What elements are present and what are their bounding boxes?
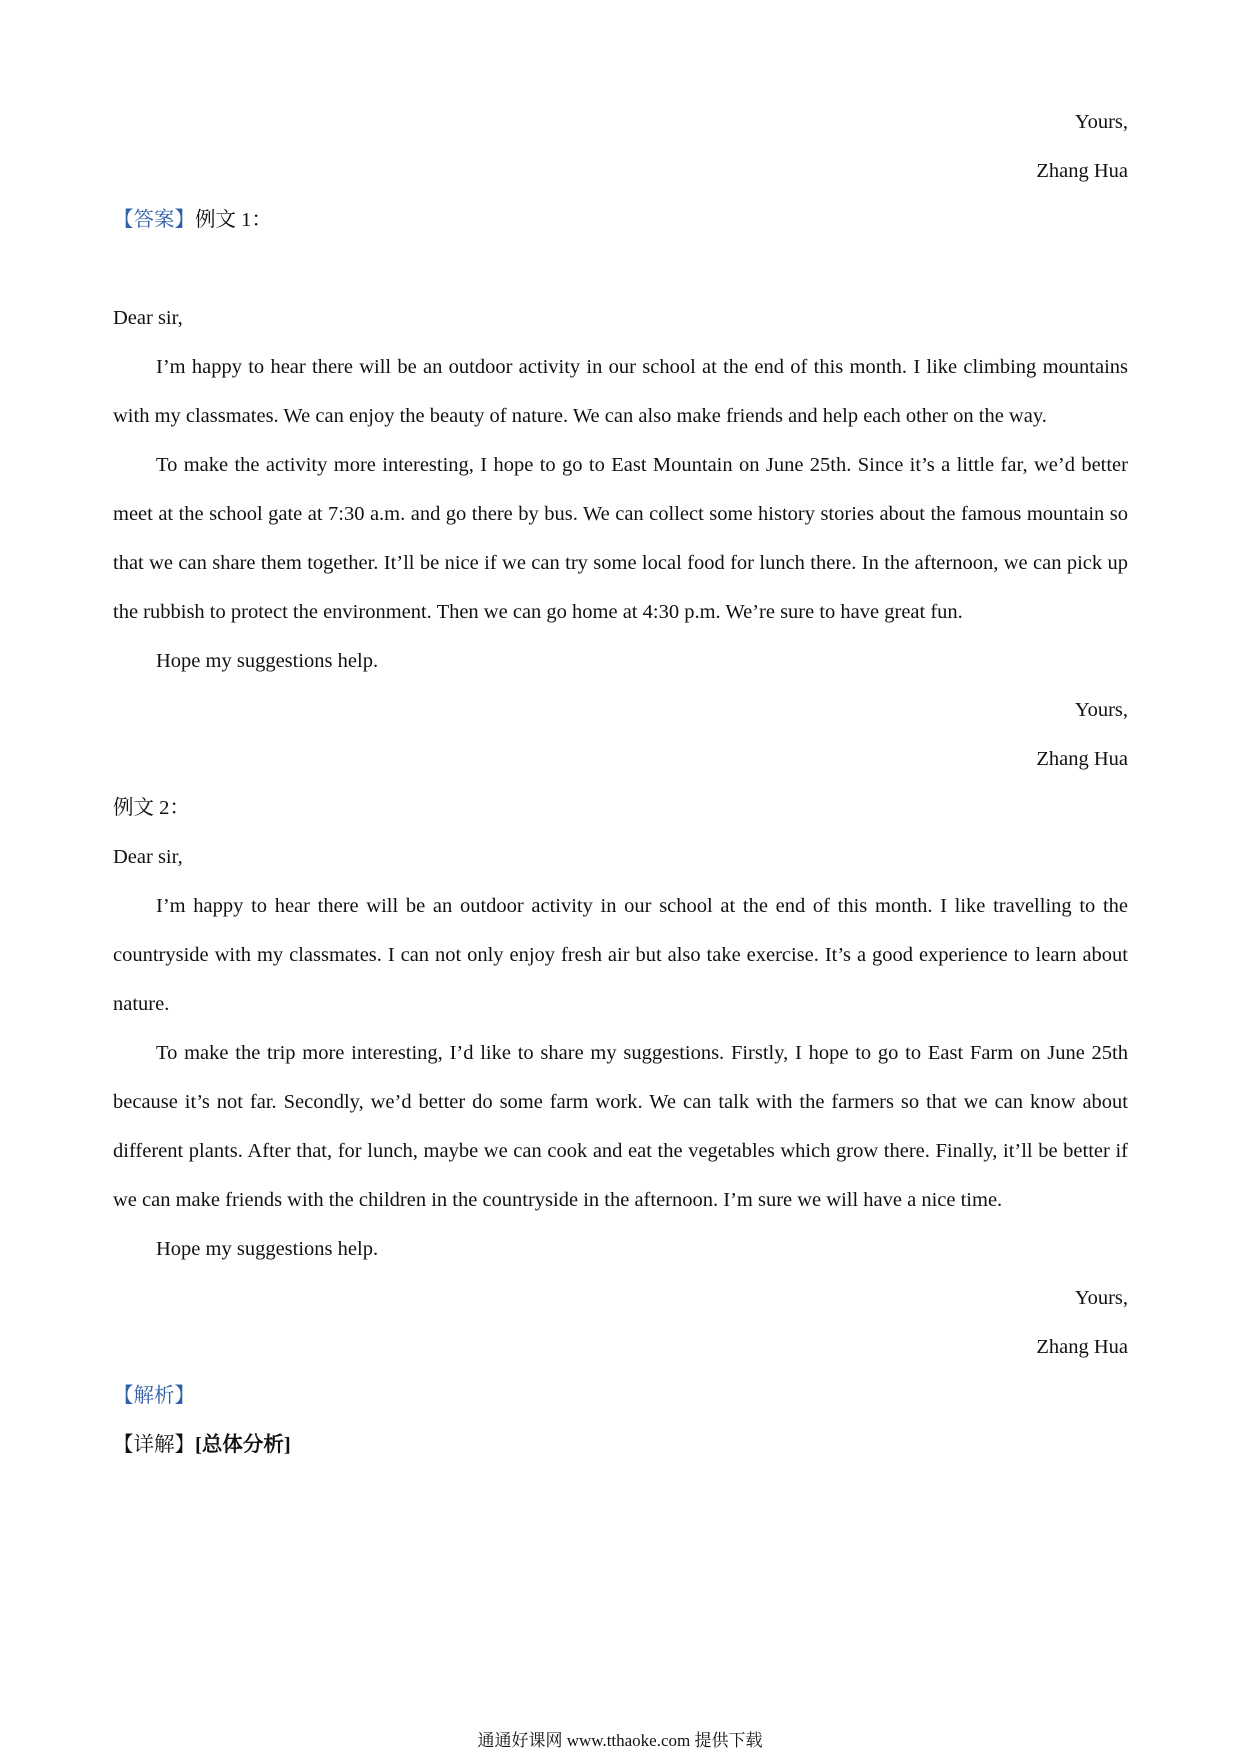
essay2-paragraph-2: To make the trip more interesting, I’d like to share my suggestions. Firstly, I hope to go to East Farm on June 25th because it’s not far. Secondly, we’d better do some farm work. We can talk with the farmers so that we can know about different plants. After that, for lunch, maybe we can cook and eat the vegetables which grow there. Finally, it’ll be better if we can make friends with the children in the countryside in the afternoon. I’m sure we will have a nice time.	[113, 1042, 1128, 1211]
spacer	[113, 245, 1128, 294]
top-closing: Yours,	[1074, 111, 1128, 133]
essay2-closing-line: Hope my suggestions help.	[156, 1238, 379, 1260]
essay1-closing: Yours,	[1074, 699, 1128, 721]
answer-header	[113, 196, 1128, 245]
page-footer: 通通好课网 www.tthaoke.com 提供下载	[477, 1731, 763, 1750]
top-signature: Zhang Hua	[1036, 160, 1128, 182]
overall-analysis-label: [总体分析]	[195, 1434, 291, 1456]
example-1-label: 例文 1：	[195, 209, 272, 231]
example-2-label: 例文 2：	[113, 797, 190, 819]
essay1-closing-line: Hope my suggestions help.	[156, 650, 379, 672]
answer-tag: 【答案】	[113, 209, 195, 231]
essay2-closing: Yours,	[1074, 1287, 1128, 1309]
detail-header	[113, 1421, 1128, 1470]
essay1-paragraph-2: To make the activity more interesting, I hope to go to East Mountain on June 25th. Since it’s a little far, we’d better meet at the school gate at 7:30 a.m. and go there by bus. We can collect some history stories about the famous mountain so that we can share them together. It’ll be nice if we can try some local food for lunch there. In the afternoon, we can pick up the rubbish to protect the environment. Then we can go home at 4:30 p.m. We’re sure to have great fun.	[113, 454, 1128, 623]
essay1-greeting: Dear sir,	[113, 307, 183, 329]
essay2-greeting: Dear sir,	[113, 846, 183, 868]
analysis-tag: 【解析】	[113, 1385, 195, 1407]
essay1-paragraph-1: I’m happy to hear there will be an outdoor activity in our school at the end of this month. I like climbing mountains with my classmates. We can enjoy the beauty of nature. We can also make friends and help each other on the way.	[113, 356, 1128, 427]
essay1-signature: Zhang Hua	[1036, 748, 1128, 770]
detail-tag: 【详解】	[113, 1434, 195, 1456]
document-page	[113, 98, 1128, 1470]
essay2-signature: Zhang Hua	[1036, 1336, 1128, 1358]
essay2-paragraph-1: I’m happy to hear there will be an outdoor activity in our school at the end of this month. I like travelling to the countryside with my classmates. I can not only enjoy fresh air but also take exercise. It’s a good experience to learn about nature.	[113, 895, 1128, 1015]
